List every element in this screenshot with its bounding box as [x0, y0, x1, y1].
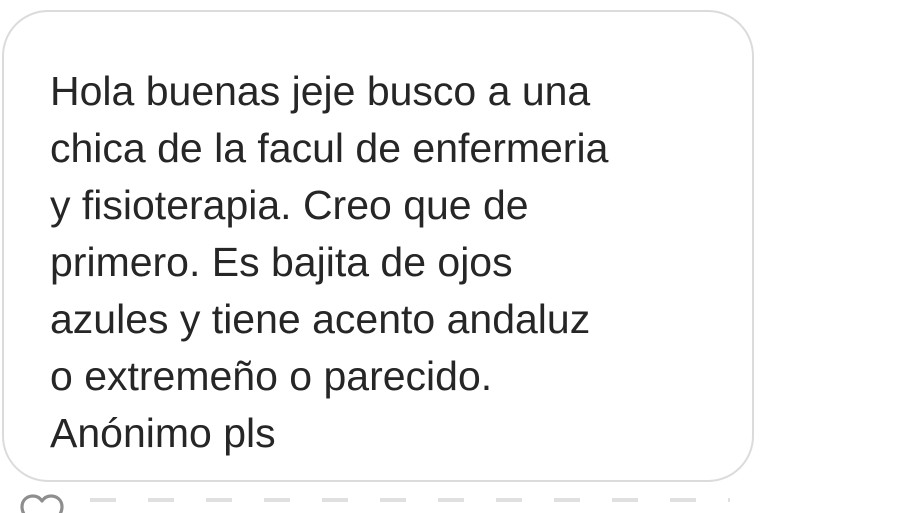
message-line-2: chica de la facul de enfermeria	[50, 125, 609, 171]
message-line-7: Anónimo pls	[50, 410, 276, 456]
message-line-1: Hola buenas jeje busco a una	[50, 68, 591, 114]
message-line-3: y fisioterapia. Creo que de	[50, 182, 529, 228]
message-line-5: azules y tiene acento andaluz	[50, 296, 591, 342]
message-line-6: o extremeño o parecido.	[50, 353, 493, 399]
message-bubble[interactable]	[2, 10, 754, 482]
message-text	[50, 63, 608, 462]
heart-icon[interactable]	[18, 492, 66, 513]
reaction-row	[0, 486, 900, 513]
cutoff-hint	[90, 498, 730, 502]
message-line-4: primero. Es bajita de ojos	[50, 239, 513, 285]
